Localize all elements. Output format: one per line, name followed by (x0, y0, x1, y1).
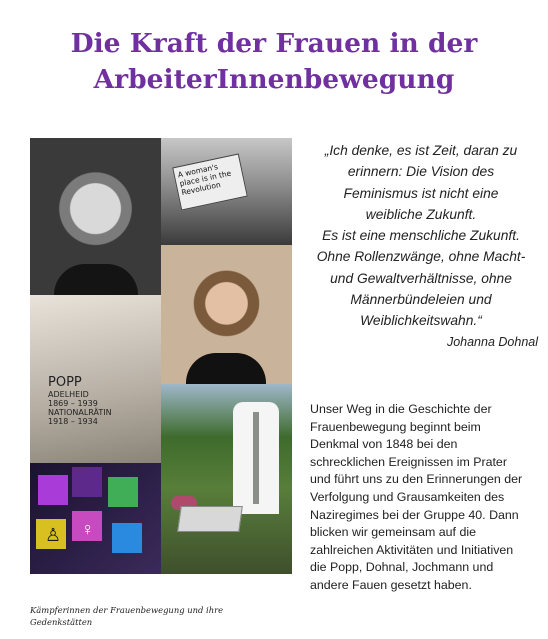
plaque-name: POPP (48, 375, 82, 390)
portrait-suit (186, 353, 266, 384)
dohnal-quote (306, 140, 536, 332)
lit-cube (112, 523, 142, 553)
photo-memorial-site (161, 384, 292, 574)
memorial-stone (177, 506, 243, 532)
photo-protest-sign (161, 138, 292, 245)
caption-line: Kämpferinnen der Frauenbewegung und ihre (30, 605, 224, 615)
photo-popp-memorial-plaque (30, 295, 161, 463)
female-symbol-icon: ♀ (81, 519, 95, 539)
quote-author: Johanna Dohnal (446, 335, 538, 349)
lit-cube (72, 467, 102, 497)
quote-line: Weiblichkeitswahn.“ (360, 313, 482, 329)
body-line: und führt uns zu den Erinnerungen der (310, 472, 523, 487)
portrait-photo-elderly-woman (30, 138, 161, 295)
page-title (0, 26, 548, 98)
intro-paragraph (310, 401, 542, 595)
title-line-2: ArbeiterInnenbewegung (93, 64, 455, 95)
quote-line: erinnern: Die Vision des (347, 164, 495, 180)
body-line: die Popp, Dohnal, Jochmann und (310, 560, 494, 575)
lit-cube (38, 475, 68, 505)
plaque-line: 1869 – 1939 (48, 399, 98, 408)
body-line: Frauenbewegung beginnt beim (310, 419, 481, 434)
plaque-line: 1918 – 1934 (48, 417, 98, 426)
figure-icon: ♙ (45, 525, 62, 545)
lit-cube (108, 477, 138, 507)
body-line: blicken wir gemeinsam auf die (310, 525, 476, 540)
body-line: Verfolgung und Grausamkeiten des (310, 489, 505, 504)
portrait-coat (54, 264, 138, 295)
memorial-plaque-text (48, 375, 140, 426)
plaque-line: NATIONALRÄTIN (48, 408, 112, 417)
plaque-line: ADELHEID (48, 390, 89, 399)
body-line: schrecklichen Ereignissen im Prater (310, 454, 507, 469)
photo-collage (30, 138, 292, 574)
photo-illuminated-cubes (30, 463, 161, 574)
quote-line: Es ist eine menschliche Zukunft. (322, 228, 520, 244)
body-line: andere Fauen gesetzt haben. (310, 577, 472, 592)
quote-line: und Gewaltverhältnisse, ohne (330, 270, 512, 286)
quote-line: „Ich denke, es ist Zeit, daran zu (324, 143, 518, 158)
quote-line: Ohne Rollenzwänge, ohne Macht- (316, 249, 526, 265)
caption-line: Gedenkstätten (30, 616, 93, 627)
quote-line: weibliche Zukunft. (365, 206, 477, 222)
body-line: Unser Weg in die Geschichte der (310, 402, 492, 416)
quote-line: Feminismus ist nicht eine (343, 185, 499, 201)
quote-line: Männerbündeleien und (350, 292, 492, 308)
protest-sign: A woman's place is in the Revolution (172, 153, 248, 210)
title-line-1: Die Kraft der Frauen in der (70, 28, 478, 59)
body-line: Naziregimes bei der Gruppe 40. Dann (310, 507, 519, 522)
collage-caption (30, 605, 300, 628)
body-line: zahlreichen Aktivitäten und Initiativen (310, 542, 514, 557)
body-line: Denkmal von 1848 bei den (310, 437, 458, 452)
memorial-stele (233, 402, 279, 514)
portrait-photo-johanna-dohnal (161, 245, 292, 384)
